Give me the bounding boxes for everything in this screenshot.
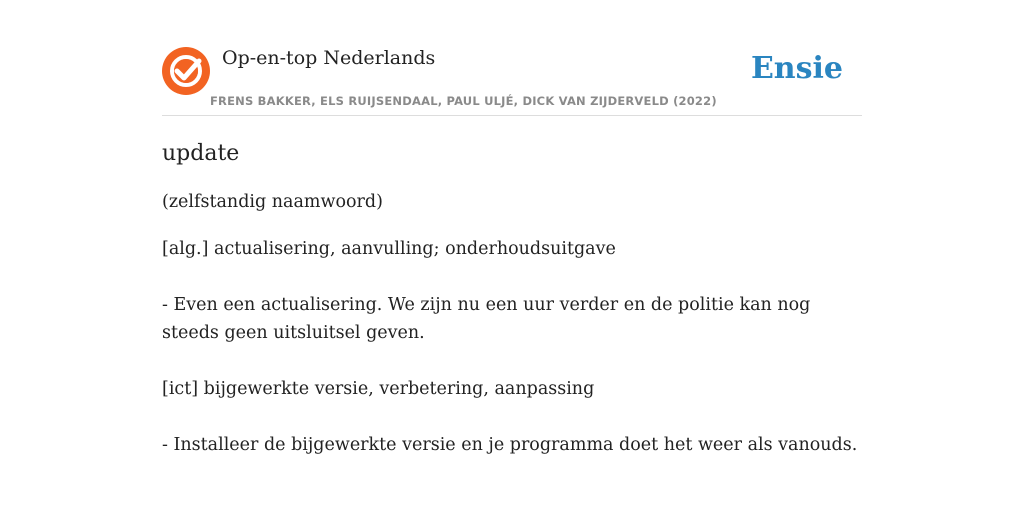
example-line: - Even een actualisering. We zijn nu een uur verder en de politie kan nog steeds geen uitsluitsel geven. <box>162 295 811 343</box>
definition-line: [alg.] actualisering, aanvulling; onderhoudsuitgave <box>162 239 616 259</box>
checkmark-circle-icon <box>162 47 210 95</box>
example-line: - Installeer de bijgewerkte versie en je programma doet het weer als vanouds. <box>162 435 858 455</box>
part-of-speech: (zelfstandig naamwoord) <box>162 192 383 212</box>
header-divider <box>162 115 862 116</box>
brand-logo[interactable]: Ensie <box>750 51 843 86</box>
source-title[interactable]: Op-en-top Nederlands <box>222 47 436 69</box>
source-authors: FRENS BAKKER, ELS RUIJSENDAAL, PAUL ULJÉ, DICK VAN ZIJDERVELD (2022) <box>210 94 717 108</box>
entry-headword: update <box>162 141 240 166</box>
definition-line: [ict] bijgewerkte versie, verbetering, aanpassing <box>162 379 595 399</box>
entry-content <box>162 139 862 487</box>
